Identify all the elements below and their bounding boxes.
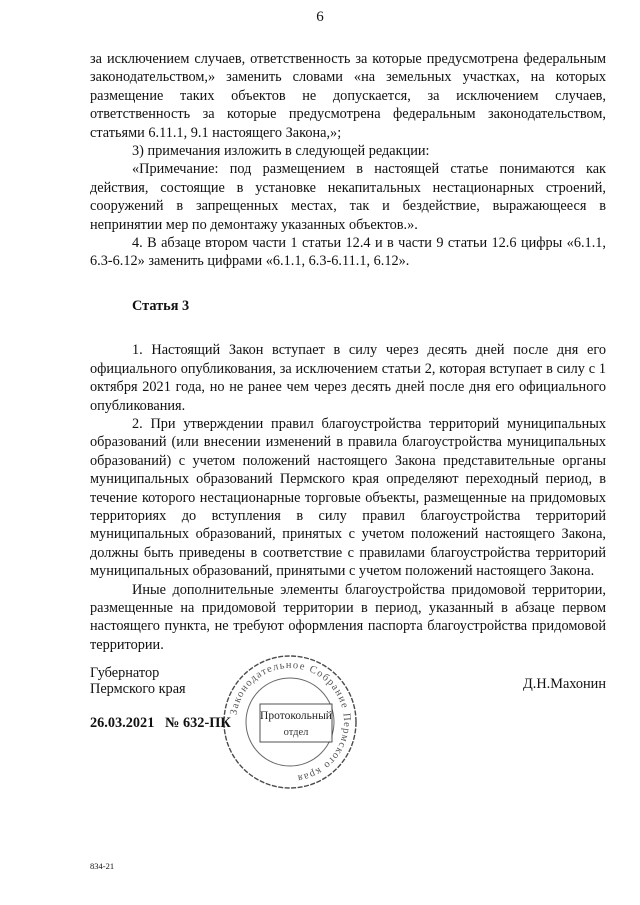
- footer-code: 834-21: [90, 861, 115, 871]
- article-paragraph-2: 2. При утверждении правил благоустройства территорий муниципальных образований (или внесении изменений в правила благоустройства муниципальных образований) с учетом положений настоящего Закона представительные органы муниципальных образований Пермского края определяют переходный период, в течение которого нестационарные торговые объекты, размещенные на придомовых территориях до вступления в силу правил благоустройства территорий муниципальных образований, принятых с учетом положений настоящего Закона, должны быть приведены в соответствие с правилами благоустройства территорий муниципальных образований, принятыми с учетом положений настоящего Закона.: [90, 415, 606, 580]
- signature-title-line-1: Губернатор: [90, 665, 160, 681]
- paragraph-3: «Примечание: под размещением в настоящей статье понимаются как действия, состоящие в установке некапитальных нестационарных строений, сооружений в запрещенных местах, так и бездействие, выражающееся в непринятии мер по демонтажу указанных объектов.».: [90, 161, 606, 233]
- article-paragraph-1: 1. Настоящий Закон вступает в силу через десять дней после дня его официального опубликования, за исключением статьи 2, которая вступает в силу с 1 октября 2021 года, но не ранее чем через десять дней после дня его официального опубликования.: [90, 342, 606, 414]
- stamp-center-line-1: Протокольный: [260, 710, 332, 722]
- signature-name: Д.Н.Махонин: [523, 676, 606, 692]
- paragraph-1: за исключением случаев, ответственность за которые предусмотрена федеральным законодательством,» заменить словами «на земельных участках, на которых размещение таких объектов не допускается, за исключением случаев, ответственность за которые предусмотрена федеральным законодательством, статьями 6.11.1, 9.1 настоящего Закона,»;: [90, 51, 606, 141]
- article-heading: Статья 3: [132, 297, 190, 314]
- page-number: 6: [316, 9, 324, 25]
- article-paragraph-3: Иные дополнительные элементы благоустройства придомовой территории, размещенные на придомовой территории в период, указанный в абзаце первом настоящего пункта, не требуют оформления паспорта благоустройства придомовой территории.: [90, 581, 606, 653]
- paragraph-2: 3) примечания изложить в следующей редакции:: [132, 143, 430, 160]
- official-stamp: [220, 652, 360, 792]
- document-date-number: 26.03.2021 № 632-ПК: [90, 715, 231, 731]
- paragraph-4: 4. В абзаце втором части 1 статьи 12.4 и в части 9 статьи 12.6 цифры «6.1.1, 6.3-6.12» заменить цифрами «6.1.1, 6.3-6.11.1, 6.12».: [90, 235, 606, 270]
- signature-title: [90, 665, 186, 697]
- document-body: [90, 50, 606, 654]
- stamp-ring-text: Законодательное Собрание Пермского края: [228, 659, 353, 784]
- signature-title-line-2: Пермского края: [90, 681, 186, 697]
- stamp-center-line-2: отдел: [283, 727, 309, 738]
